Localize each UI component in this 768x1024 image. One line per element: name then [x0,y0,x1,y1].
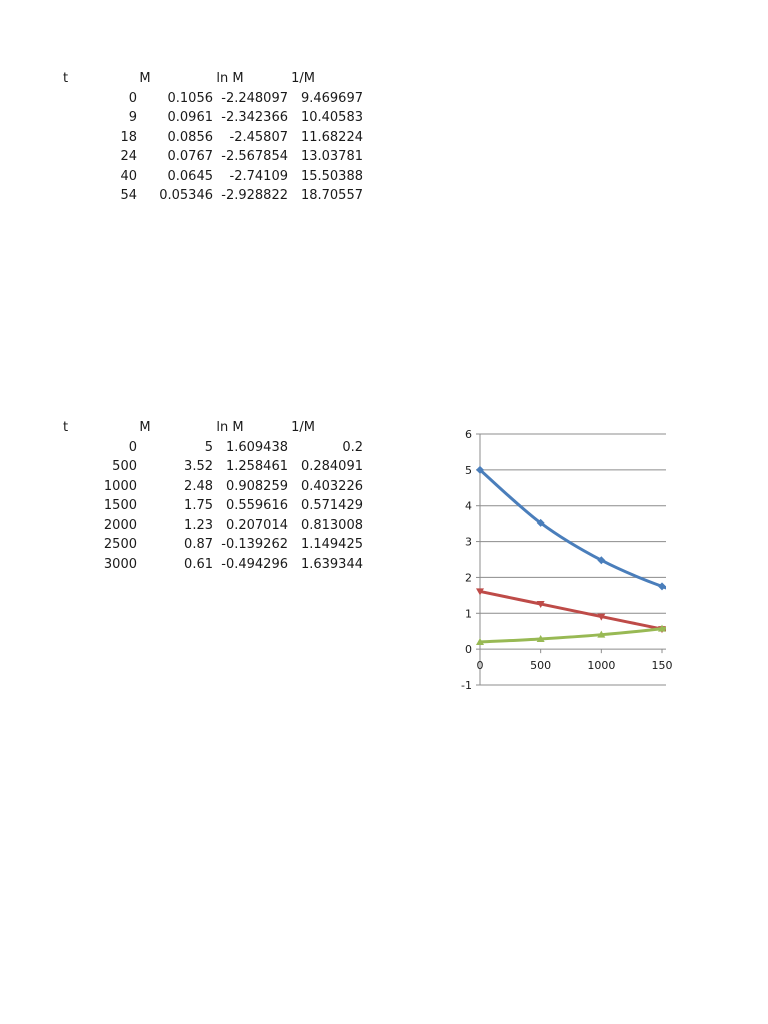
cell-m: 0.0645 [167,168,213,184]
cell-inv-m: 15.50388 [300,168,363,184]
cell-inv-m: 10.40583 [300,110,363,125]
y-tick-label: 1 [465,607,472,621]
cell-m: 5 [204,439,213,455]
cell-ln-m: 0.207014 [225,517,288,533]
col-header-ln-m: ln M [216,71,244,86]
cell-m: 3.52 [184,459,213,474]
cell-ln-m: 1.258461 [225,459,288,474]
cell-m: 1.75 [184,498,213,513]
cell-inv-m: 0.403226 [300,478,363,494]
x-tick-label: 0 [476,659,484,673]
cell-inv-m: 0.2 [342,439,363,455]
cell-inv-m: 0.284091 [300,459,363,474]
col-header-t: t [63,71,69,86]
col-header-t: t [63,420,69,435]
cell-t: 54 [120,188,137,203]
series-line-m [480,470,768,627]
y-tick-label: 5 [465,463,472,477]
cell-t: 0 [128,90,137,106]
cell-inv-m: 13.03781 [300,149,363,164]
cell-m: 0.0856 [167,129,213,145]
data-point-1-m [719,616,727,623]
data-point-m [658,582,666,590]
cell-inv-m: 0.571429 [300,498,363,513]
cell-ln-m: 0.559616 [225,498,288,513]
cell-t: 24 [120,149,137,164]
cell-t: 500 [112,459,137,474]
cell-m: 0.61 [184,556,213,572]
y-tick-label: 0 [465,643,472,657]
cell-t: 2500 [103,537,137,552]
cell-inv-m: 11.68224 [300,129,363,145]
cell-t: 1000 [103,478,137,494]
col-header-m: M [139,71,151,86]
data-point-ln-m [719,639,727,646]
cell-ln-m: -2.45807 [229,129,288,145]
cell-ln-m: 1.609438 [225,439,288,455]
cell-ln-m: -0.494296 [221,556,288,572]
col-header-inv-m: 1/M [291,420,315,435]
data-point-m [719,601,727,609]
cell-m: 0.0767 [167,149,213,164]
cell-m: 0.87 [184,537,213,552]
cell-ln-m: -2.928822 [221,188,288,203]
cell-ln-m: -0.139262 [221,537,288,552]
cell-inv-m: 9.469697 [300,90,363,106]
cell-ln-m: -2.567854 [221,149,288,164]
cell-inv-m: 1.149425 [300,537,363,552]
cell-m: 1.23 [184,517,213,533]
plot-area [476,466,768,671]
cell-ln-m: -2.342366 [221,110,288,125]
x-tick-label: 500 [530,659,552,673]
cell-ln-m: -2.248097 [221,90,288,106]
cell-inv-m: 18.70557 [300,188,363,203]
cell-m: 0.0961 [167,110,213,125]
x-tick-label: 1000 [587,659,616,673]
cell-t: 1500 [103,498,137,513]
cell-t: 0 [128,439,137,455]
y-tick-label: 6 [465,428,472,441]
col-header-m: M [139,420,151,435]
cell-inv-m: 0.813008 [300,517,363,533]
cell-m: 2.48 [184,478,213,494]
y-tick-label: -1 [461,679,472,692]
cell-ln-m: -2.74109 [229,168,288,184]
col-header-ln-m: ln M [216,420,244,435]
cell-t: 2000 [103,517,137,533]
y-tick-label: 2 [465,571,472,585]
y-tick-label: 3 [465,535,472,549]
col-header-inv-m: 1/M [291,71,315,86]
cell-m: 0.1056 [167,90,213,106]
cell-t: 18 [120,129,137,145]
cell-t: 40 [120,168,137,184]
cell-ln-m: 0.908259 [225,478,288,494]
y-tick-label: 4 [465,499,472,513]
series-line-1-m [480,590,768,642]
cell-inv-m: 1.639344 [300,556,363,572]
cell-t: 9 [128,110,137,125]
line-chart [440,420,673,695]
x-tick-label: 150 [651,659,673,673]
cell-m: 0.05346 [159,188,213,203]
cell-t: 3000 [103,556,137,572]
series-line-ln-m [480,591,768,666]
